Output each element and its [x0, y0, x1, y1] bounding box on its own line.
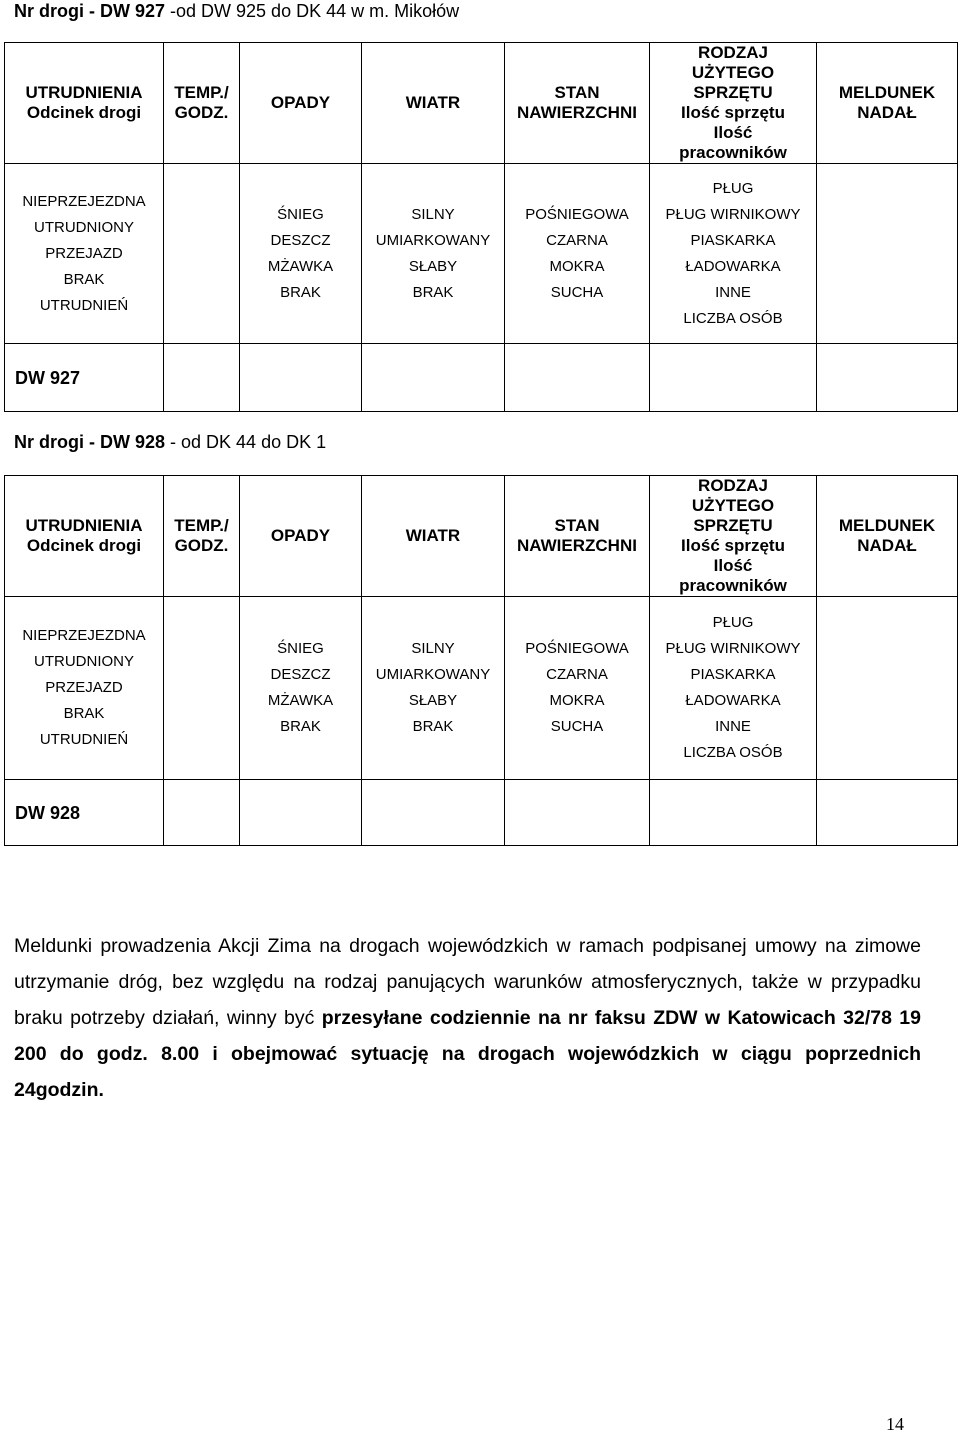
paragraph-normal: Meldunki prowadzenia Akcji Zima na drogach wojewódzkich w ramach podpisanej umowy na zimowe utrzymanie dróg, bez względu na rodzaj panujących warunków atmosferycznych, także w przypadku braku potrzeby działań, winny być	[14, 935, 921, 1029]
header-label: OPADY	[270, 93, 331, 112]
options-row	[5, 164, 958, 344]
section-2-title	[14, 431, 326, 453]
header-label: MELDUNEK	[838, 83, 936, 102]
option-item: POŚNIEGOWA	[525, 205, 629, 223]
option-item: SUCHA	[550, 283, 604, 301]
road-label: DW 927	[5, 344, 164, 412]
option-item: INNE	[715, 283, 751, 301]
col-temp-godz-options	[164, 597, 240, 780]
section-1-title	[14, 0, 459, 22]
option-item: BRAK	[412, 283, 454, 301]
option-item: LICZBA OSÓB	[683, 309, 783, 327]
option-item: CZARNA	[546, 231, 608, 249]
header-label: pracowników	[679, 143, 787, 162]
option-item: MŻAWKA	[267, 692, 334, 709]
header-row	[5, 476, 958, 597]
col-rodzaj-sprzetu-header	[650, 476, 817, 597]
col-opady-options	[240, 164, 362, 344]
header-label: NADAŁ	[857, 103, 917, 122]
option-item: UTRUDNIEŃ	[39, 296, 129, 314]
col-utrudnienia-header	[5, 476, 164, 597]
data-cell[interactable]	[240, 344, 362, 412]
header-label: NAWIERZCHNI	[517, 103, 637, 122]
paragraph-bold: przesyłane codziennie na nr faksu ZDW w Katowicach 32/78 19 200 do godz. 8.00 i obejmować sytuację na drogach wojewódzkich w ciągu poprzednich 24godzin.	[14, 1007, 921, 1101]
data-cell[interactable]	[362, 780, 505, 846]
report-table-dw927	[4, 42, 958, 412]
option-item: PŁUG WIRNIKOWY	[665, 205, 801, 223]
header-label: UTRUDNIENIA	[25, 516, 143, 535]
option-item: PŁUG	[712, 614, 754, 631]
col-opady-header	[240, 43, 362, 164]
option-item: SŁABY	[408, 257, 458, 275]
option-item: NIEPRZEJEZDNA	[22, 192, 146, 210]
option-item: MOKRA	[549, 257, 605, 275]
report-table-dw928	[4, 475, 958, 846]
option-item: BRAK	[280, 718, 321, 735]
col-stan-nawierzchni-options	[505, 164, 650, 344]
header-label: NADAŁ	[857, 536, 917, 555]
data-cell[interactable]	[164, 344, 240, 412]
option-item: SŁABY	[408, 692, 458, 709]
option-item: UTRUDNIONY	[34, 653, 134, 670]
col-temp-godz-header	[164, 43, 240, 164]
option-item: BRAK	[280, 283, 321, 301]
data-cell[interactable]	[650, 344, 817, 412]
option-item: UMIARKOWANY	[375, 666, 491, 683]
data-cell[interactable]	[650, 780, 817, 846]
header-label: Ilość sprzętu	[681, 103, 785, 122]
col-meldunek-nadal-header	[817, 476, 958, 597]
header-label: OPADY	[270, 526, 331, 545]
header-label: UŻYTEGO	[691, 496, 775, 515]
option-item: NIEPRZEJEZDNA	[22, 627, 146, 644]
header-label: pracowników	[679, 576, 787, 595]
option-item: DESZCZ	[270, 666, 331, 683]
option-item: BRAK	[63, 705, 105, 722]
option-item: MŻAWKA	[267, 257, 334, 275]
col-opady-header	[240, 476, 362, 597]
col-meldunek-nadal-options	[817, 164, 958, 344]
road-row	[5, 344, 958, 412]
col-rodzaj-sprzetu-options	[650, 597, 817, 780]
header-label: STAN	[554, 83, 600, 102]
col-utrudnienia-header	[5, 43, 164, 164]
header-label: MELDUNEK	[838, 516, 936, 535]
option-item: SILNY	[411, 640, 455, 657]
header-label: Odcinek drogi	[26, 103, 142, 122]
section-1-title-bold: Nr drogi - DW 927	[14, 1, 166, 21]
data-cell[interactable]	[505, 780, 650, 846]
header-label: RODZAJ	[698, 476, 768, 495]
option-item: MOKRA	[549, 692, 605, 709]
option-item: POŚNIEGOWA	[525, 640, 629, 657]
option-item: DESZCZ	[270, 231, 331, 249]
option-item: ŁADOWARKA	[685, 257, 781, 275]
col-rodzaj-sprzetu-options	[650, 164, 817, 344]
header-label: GODZ.	[174, 536, 229, 555]
header-label: NAWIERZCHNI	[517, 536, 637, 555]
option-item: PŁUG WIRNIKOWY	[665, 640, 801, 657]
col-wiatr-header	[362, 43, 505, 164]
option-item: BRAK	[63, 270, 105, 288]
section-2-title-bold: Nr drogi - DW 928	[14, 432, 166, 452]
option-item: ŚNIEG	[277, 205, 324, 223]
col-temp-godz-options	[164, 164, 240, 344]
col-rodzaj-sprzetu-header	[650, 43, 817, 164]
header-label: Ilość	[713, 123, 753, 142]
section-1-title-rest: -od DW 925 do DK 44 w m. Mikołów	[165, 1, 460, 21]
header-label: WIATR	[405, 93, 461, 112]
option-item: UMIARKOWANY	[375, 231, 491, 249]
col-opady-options	[240, 597, 362, 780]
option-item: UTRUDNIONY	[34, 218, 134, 236]
option-item: LICZBA OSÓB	[683, 744, 783, 761]
col-meldunek-nadal-header	[817, 43, 958, 164]
header-row	[5, 43, 958, 164]
col-wiatr-header	[362, 476, 505, 597]
col-wiatr-options	[362, 164, 505, 344]
option-item: BRAK	[412, 718, 454, 735]
header-label: UTRUDNIENIA	[25, 83, 143, 102]
col-stan-nawierzchni-header	[505, 43, 650, 164]
option-item: SILNY	[411, 205, 455, 223]
data-cell[interactable]	[362, 344, 505, 412]
option-item: ŁADOWARKA	[685, 692, 781, 709]
header-label: Odcinek drogi	[26, 536, 142, 555]
road-label: DW 928	[5, 780, 164, 846]
col-meldunek-nadal-options	[817, 597, 958, 780]
header-label: RODZAJ	[698, 43, 768, 62]
data-cell[interactable]	[817, 344, 958, 412]
options-row	[5, 597, 958, 780]
road-row	[5, 780, 958, 846]
header-label: TEMP./	[174, 83, 229, 102]
header-label: SPRZĘTU	[693, 516, 773, 535]
option-item: CZARNA	[546, 666, 608, 683]
col-temp-godz-header	[164, 476, 240, 597]
option-item: INNE	[715, 718, 751, 735]
data-cell[interactable]	[240, 780, 362, 846]
data-cell[interactable]	[505, 344, 650, 412]
header-label: SPRZĘTU	[693, 83, 773, 102]
page-number: 14	[886, 1414, 904, 1434]
col-stan-nawierzchni-header	[505, 476, 650, 597]
option-item: UTRUDNIEŃ	[39, 731, 129, 748]
section-2-title-rest: - od DK 44 do DK 1	[165, 432, 327, 452]
data-cell[interactable]	[164, 780, 240, 846]
header-label: Ilość sprzętu	[681, 536, 785, 555]
header-label: GODZ.	[174, 103, 229, 122]
option-item: PRZEJAZD	[45, 244, 123, 262]
col-wiatr-options	[362, 597, 505, 780]
option-item: SUCHA	[550, 718, 604, 735]
header-label: STAN	[554, 516, 600, 535]
option-item: PIASKARKA	[690, 231, 776, 249]
col-stan-nawierzchni-options	[505, 597, 650, 780]
option-item: PŁUG	[712, 179, 754, 197]
option-item: PIASKARKA	[690, 666, 776, 683]
data-cell[interactable]	[817, 780, 958, 846]
header-label: UŻYTEGO	[691, 63, 775, 82]
option-item: PRZEJAZD	[45, 679, 123, 696]
header-label: WIATR	[405, 526, 461, 545]
instructions-paragraph	[14, 928, 921, 1108]
option-item: ŚNIEG	[277, 640, 324, 657]
col-utrudnienia-options	[5, 597, 164, 780]
col-utrudnienia-options	[5, 164, 164, 344]
header-label: Ilość	[713, 556, 753, 575]
header-label: TEMP./	[174, 516, 229, 535]
